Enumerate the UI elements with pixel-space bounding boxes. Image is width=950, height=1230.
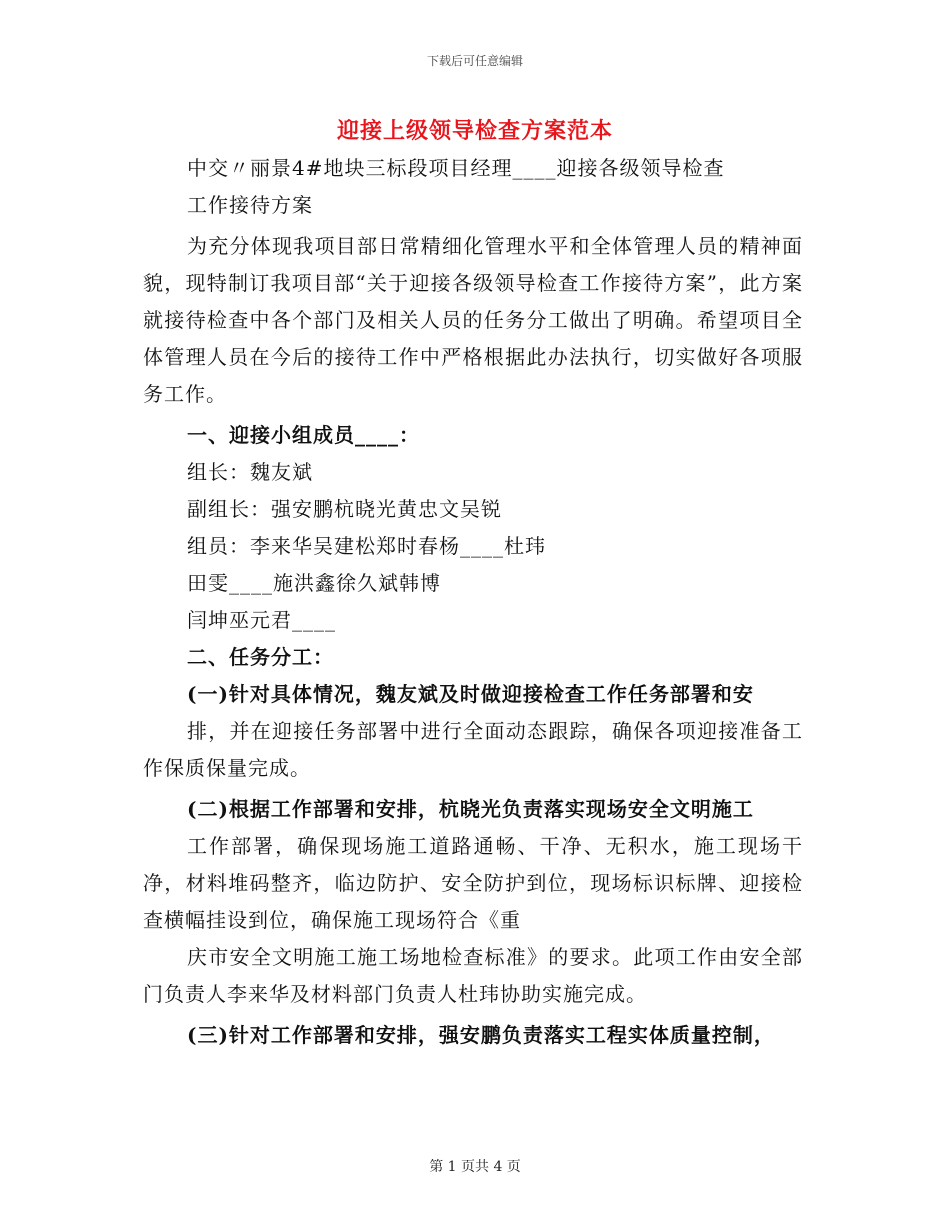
page-footer: 第 1 页共 4 页: [429, 1159, 521, 1175]
page-header: 下载后可任意编辑: [426, 54, 523, 68]
section-heading-members: 一、迎接小组成员____：: [187, 423, 420, 447]
member-group-line-2: 田雯____施洪鑫徐久斌韩博: [187, 571, 441, 595]
member-group-line-3: 闫坤巫元君____: [187, 608, 336, 632]
task-2-body-continued: 庆市安全文明施工施工场地检查标准》的要求。此项工作由安全部门负责人李来华及材料部门负责人杜玮协助实施完成。: [143, 945, 803, 1006]
task-1-heading: (一)针对具体情况，魏友斌及时做迎接检查工作任务部署和安: [187, 682, 754, 706]
task-2-heading: (二)根据工作部署和安排，杭晓光负责落实现场安全文明施工: [187, 797, 754, 821]
paragraph-project-line: 中交〃丽景4#地块三标段项目经理____迎接各级领导检查: [187, 156, 725, 180]
member-group-line-1: 组员：李来华吴建松郑时春杨____杜玮: [187, 534, 546, 558]
task-2-body: 工作部署，确保现场施工道路通畅、干净、无积水，施工现场干净，材料堆码整齐，临边防护、安全防护到位，现场标识标牌、迎接检查横幅挂设到位，确保施工现场符合《重: [143, 834, 803, 932]
paragraph-plan-name: 工作接待方案: [187, 193, 313, 217]
document-title: 迎接上级领导检查方案范本: [336, 118, 613, 144]
paragraph-intro: 为充分体现我项目部日常精细化管理水平和全体管理人员的精神面貌，现特制订我项目部“关于迎接各级领导检查工作接待方案”，此方案就接待检查中各个部门及相关人员的任务分工做出了明确。希望项目全体管理人员在今后的接待工作中严格根据此办法执行，切实做好各项服务工作。: [143, 234, 803, 406]
task-3-heading: (三)针对工作部署和安排，强安鹏负责落实工程实体质量控制，: [187, 1023, 775, 1047]
member-deputy-leaders: 副组长：强安鹏杭晓光黄忠文吴锐: [187, 497, 502, 521]
section-heading-tasks: 二、任务分工：: [187, 645, 334, 669]
member-leader: 组长：魏友斌: [187, 460, 313, 484]
document-body: [143, 150, 803, 1054]
task-1-body: 排，并在迎接任务部署中进行全面动态跟踪，确保各项迎接准备工作保质保量完成。: [143, 719, 803, 780]
